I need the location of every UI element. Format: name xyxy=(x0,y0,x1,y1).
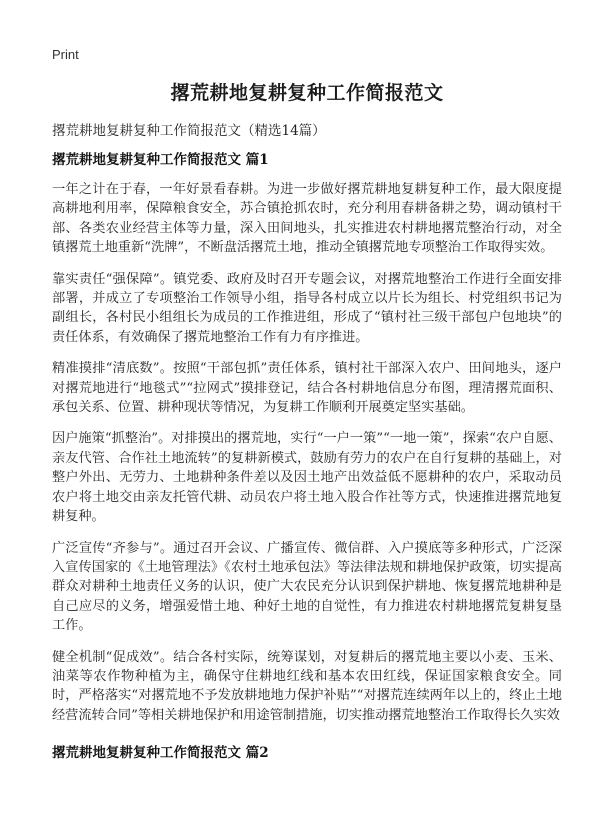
document-subtitle: 撂荒耕地复耕复种工作简报范文（精选14篇） xyxy=(52,123,326,139)
section-heading-2: 撂荒耕地复耕复种工作简报范文 篇2 xyxy=(52,745,269,762)
paragraph: 靠实责任“强保障”。镇党委、政府及时召开专题会议，对撂荒地整治工作进行全面安排部署，并成立了专项整治工作领导小组，指导各村成立以片长为组长、村党组织书记为副组长，各村民小组组长为成员的工作推进组，形成了“镇村社三级干部包户包地块”的责任体系，有效确保了撂荒地整治工作有力有序推进。 xyxy=(52,271,562,345)
paragraph: 因户施策“抓整治”。对排摸出的撂荒地，实行“一户一策”“一地一策”，探索“农户自愿、亲友代管、合作社土地流转”的复耕新模式，鼓励有劳力的农户在自行复耕的基础上，对整户外出、无劳力、土地耕种条件差以及因土地产出效益低不愿耕种的农户，采取动员农户将土地交由亲友托管代耕、动员农户将土地入股合作社等方式，快速推进撂荒地复耕复种。 xyxy=(52,431,562,525)
paragraph: 广泛宣传“齐参与”。通过召开会议、广播宣传、微信群、入户摸底等多种形式，广泛深入宣传国家的《土地管理法》《农村土地承包法》等法律法规和耕地保护政策，切实提高群众对耕种土地责任义务的认识，使广大农民充分认识到保护耕地、恢复撂荒地耕种是自己应尽的义务，增强爱惜土地、种好土地的自觉性，有力推进农村耕地撂荒复耕复垦工作。 xyxy=(52,540,562,634)
article-body xyxy=(52,148,562,773)
document-title: 撂荒耕地复耕复种工作简报范文 xyxy=(170,82,444,104)
paragraph: 精准摸排“清底数”。按照“干部包抓”责任体系，镇村社干部深入农户、田间地头，逐户对撂荒地进行“地毯式”“拉网式”摸排登记，结合各村耕地信息分布图，理清撂荒面积、承包关系、位置、耕种现状等情况，为复耕工作顺利开展奠定坚实基础。 xyxy=(52,361,562,416)
section-heading-1: 撂荒耕地复耕复种工作简报范文 篇1 xyxy=(52,152,269,168)
paragraph: 一年之计在于春，一年好景看春耕。为进一步做好撂荒耕地复耕复种工作，最大限度提高耕地利用率，保障粮食安全，苏合镇抢抓农时，充分利用春耕备耕之势，调动镇村干部、各类农业经营主体等力量，深入田间地头，扎实推进农村耕地撂荒整治行动，对全镇撂荒土地重新“洗牌”，不断盘活撂荒土地，推动全镇撂荒地专项整治工作取得实效。 xyxy=(52,182,562,256)
print-link[interactable]: Print xyxy=(52,47,79,62)
paragraph: 健全机制“促成效”。结合各村实际，统筹谋划，对复耕后的撂荒地主要以小麦、玉米、油菜等农作物种植为主，确保守住耕地红线和基本农田红线，保证国家粮食安全。同时，严格落实“对撂荒地不予发放耕地地力保护补贴”“对撂荒连续两年以上的，终止土地经营流转合同”等相关耕地保护和用途管制措施，切实推动撂荒地整治工作取得长久实效 xyxy=(52,649,562,723)
